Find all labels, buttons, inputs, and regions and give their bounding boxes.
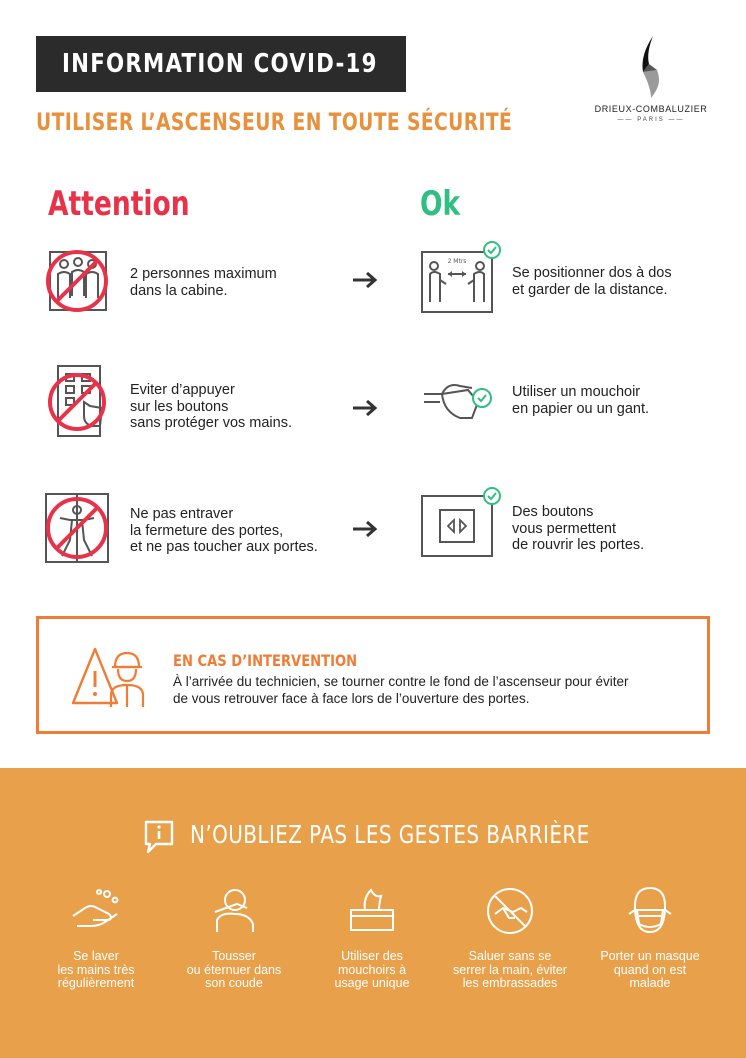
- notice-title: EN CAS D’INTERVENTION: [173, 651, 358, 670]
- gesture-hand-wash: Se laver les mains très régulièrement: [26, 886, 166, 991]
- gesture-tissue-box: Utiliser des mouchoirs à usage unique: [302, 886, 442, 991]
- rule-1-ok-text: Se positionner dos à dos et garder de la distance.: [512, 265, 672, 298]
- footer-title: N’OUBLIEZ PAS LES GESTES BARRIÈRE: [190, 820, 590, 849]
- hand-wash-icon: [69, 886, 123, 936]
- crowded-cabin-prohibited-icon: [42, 246, 112, 316]
- tissue-hand-icon: [420, 372, 500, 428]
- tissue-box-icon: [345, 886, 399, 936]
- rule-1-attention-text: 2 personnes maximum dans la cabine.: [130, 266, 277, 299]
- brand-logo: [586, 34, 716, 134]
- brand-emblem-icon: [629, 34, 673, 100]
- page-title: INFORMATION COVID-19: [62, 49, 378, 79]
- rule-3-ok-text: Des boutons vous permettent de rouvrir les portes.: [512, 504, 645, 553]
- notice-text: À l’arrivée du technicien, se tourner contre le fond de l’ascenseur pour éviter de vous retrouver face à face lors de l’ouverture des portes.: [173, 674, 629, 706]
- gesture-cough-elbow: Tousser ou éternuer dans son coude: [164, 886, 304, 991]
- attention-heading: Attention: [48, 184, 190, 224]
- intervention-notice: [36, 616, 710, 734]
- arrow-right-icon: [352, 520, 378, 538]
- technician-warning-icon: [71, 645, 151, 711]
- gesture-face-mask: Porter un masque quand on est malade: [580, 886, 720, 991]
- page-subtitle: UTILISER L’ASCENSEUR EN TOUTE SÉCURITÉ: [36, 108, 513, 136]
- brand-city: —— PARIS ——: [617, 117, 685, 123]
- rule-2-attention-text: Eviter d’appuyer sur les boutons sans protéger vos mains.: [130, 382, 292, 431]
- rule-3-attention-text: Ne pas entraver la fermeture des portes, et ne pas toucher aux portes.: [130, 506, 318, 555]
- finger-press-prohibited-icon: [44, 362, 114, 438]
- back-to-back-icon: [418, 240, 504, 316]
- rule-2-ok-text: Utiliser un mouchoir en papier ou un gant.: [512, 384, 650, 417]
- arrow-right-icon: [352, 271, 378, 289]
- gesture-no-handshake: Saluer sans se serrer la main, éviter les embrassades: [440, 886, 580, 991]
- door-open-button-icon: [418, 486, 504, 560]
- ok-heading: Ok: [420, 184, 461, 224]
- brand-name: DRIEUX-COMBALUZIER: [594, 104, 708, 114]
- face-mask-icon: [623, 886, 677, 936]
- no-handshake-icon: [483, 886, 537, 936]
- door-blocking-prohibited-icon: [40, 490, 114, 566]
- barrier-gestures-section: [0, 768, 746, 1058]
- header-banner: [36, 36, 406, 92]
- distance-label: 2 Mtrs: [447, 258, 467, 265]
- info-bubble-icon: [142, 818, 176, 856]
- cough-elbow-icon: [207, 886, 261, 936]
- arrow-right-icon: [352, 399, 378, 417]
